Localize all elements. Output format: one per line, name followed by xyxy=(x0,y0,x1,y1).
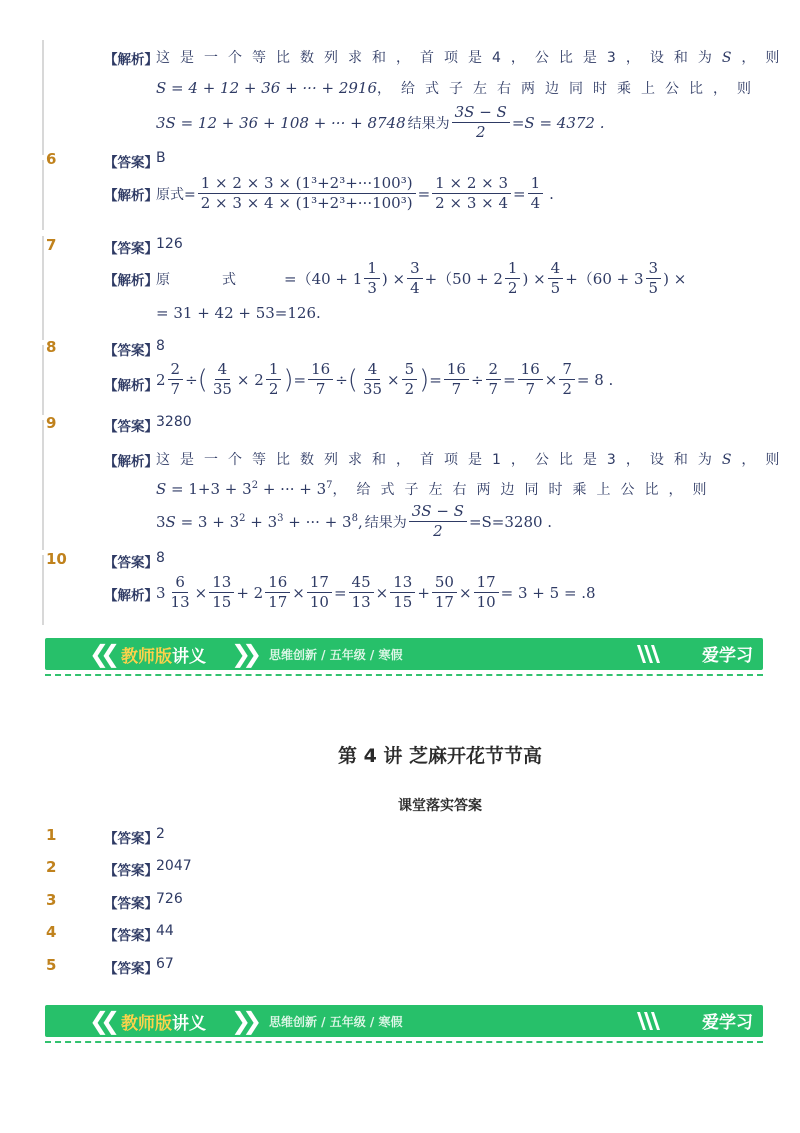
section-title: 课堂落实答案 xyxy=(398,798,482,814)
answer-value: 3280 xyxy=(156,414,192,430)
answer-label: 【答案】 xyxy=(104,831,158,847)
answer-label: 【答案】 xyxy=(104,155,158,171)
logo-mark-icon xyxy=(635,1010,665,1032)
brand-logo: 爱学习 xyxy=(702,646,753,666)
q7-formula-line1: 原 式 =（40 + 1 $\frac{1}{3}$ ) × $\frac{3}{4}$ +（50 + 2 $\frac{1}{2}$ ) × $\frac{4}{5}$ +（60 + 3 $\frac{3}{5}$ ) × xyxy=(156,259,687,298)
q5-line3: 3S = 12 + 36 + 108 + ··· + 8748 结果为 $\frac{3S - S}{2}$ =S = 4372 . xyxy=(156,103,605,142)
chevron-left-icon: ❮❮ xyxy=(89,1007,112,1035)
question-number: 10 xyxy=(46,550,67,568)
banner-title: 教师版讲义 xyxy=(121,647,206,667)
question-number: 3 xyxy=(46,891,57,909)
answer-value: 2 xyxy=(156,826,165,842)
chevron-left-icon: ❮❮ xyxy=(89,640,112,668)
q8-formula: 2 $\frac{2}{7}$ ÷ ( $\frac{4}{35}$ × 2 $\frac{1}{2}$ ) = $\frac{16}{7}$ ÷ ( $\frac{4}{35}$ × $\frac{5}{2}$ ) = $\frac{16}{7}$ ÷ $\frac{2}{7}$ = $\frac{16}{7}$ × $\frac{7}{2}$ = 8 . xyxy=(156,360,614,399)
analysis-label: 【解析】 xyxy=(104,378,158,394)
q10-formula: 3 $\frac{6}{13}$ × $\frac{13}{15}$ + 2 $\frac{16}{17}$ × $\frac{17}{10}$ = $\frac{45}{13}$ × $\frac{13}{15}$ + $\frac{50}{17}$ × $\frac{17}{10}$ = 3 + 5 = .8 xyxy=(156,573,596,612)
dashed-divider xyxy=(45,1041,763,1043)
left-rule xyxy=(42,345,44,415)
answer-label: 【答案】 xyxy=(104,555,158,571)
answer-value: 8 xyxy=(156,338,165,354)
left-rule xyxy=(42,160,44,230)
left-rule xyxy=(42,236,44,340)
answer-label: 【答案】 xyxy=(104,241,158,257)
question-number: 5 xyxy=(46,956,57,974)
answer-label: 【答案】 xyxy=(104,896,158,912)
q9-line1: 这是一个等比数列求和，首项是1，公比是3，设和为S，则 xyxy=(156,452,790,468)
answer-value: 67 xyxy=(156,956,174,972)
question-number: 4 xyxy=(46,923,57,941)
answer-value: 126 xyxy=(156,236,183,252)
q6-formula: 原式= $\frac{\text{1 × 2 × 3 × (1³+2³+···100³)}}{\text{2 × 3 × 4 × (1³+2³+···100³)}}$ = $\frac{1 \times 2 \times 3}{2 \times 3 \times 4}$ = $\frac{1}{4}$ . xyxy=(156,174,554,213)
answer-value: B xyxy=(156,150,166,166)
analysis-label: 【解析】 xyxy=(104,588,158,604)
chevron-right-icon: ❯❯ xyxy=(231,640,254,668)
question-number: 7 xyxy=(46,236,57,254)
analysis-label: 【解析】 xyxy=(104,273,158,289)
banner-subtitle: 思维创新 / 五年级 / 寒假 xyxy=(269,648,403,662)
question-number: 1 xyxy=(46,826,57,844)
left-rule xyxy=(42,40,44,155)
question-number: 9 xyxy=(46,414,57,432)
answer-label: 【答案】 xyxy=(104,961,158,977)
question-number: 6 xyxy=(46,150,57,168)
chevron-right-icon: ❯❯ xyxy=(231,1007,254,1035)
left-rule xyxy=(42,420,44,550)
left-rule xyxy=(42,555,44,625)
answer-value: 2047 xyxy=(156,858,192,874)
question-number: 8 xyxy=(46,338,57,356)
answer-label: 【答案】 xyxy=(104,419,158,435)
footer-banner xyxy=(45,638,763,670)
dashed-divider xyxy=(45,674,763,676)
banner-title: 教师版讲义 xyxy=(121,1014,206,1034)
answer-label: 【答案】 xyxy=(104,863,158,879)
answer-value: 44 xyxy=(156,923,174,939)
analysis-label: 【解析】 xyxy=(104,52,158,68)
answer-value: 726 xyxy=(156,891,183,907)
footer-banner xyxy=(45,1005,763,1037)
answer-label: 【答案】 xyxy=(104,928,158,944)
analysis-label: 【解析】 xyxy=(104,454,158,470)
q5-line1: 这是一个等比数列求和，首项是4，公比是3，设和为S，则 xyxy=(156,50,790,66)
chapter-title: 第 4 讲 芝麻开花节节高 xyxy=(337,745,543,767)
q9-line3: $3S = 3 + 3^2 + 3^3$ + ··· + $3^8$, 结果为 $\frac{3S - S}{2}$ =S=3280 . xyxy=(156,502,553,541)
answer-label: 【答案】 xyxy=(104,343,158,359)
logo-mark-icon xyxy=(635,643,665,665)
banner-subtitle: 思维创新 / 五年级 / 寒假 xyxy=(269,1015,403,1029)
analysis-label: 【解析】 xyxy=(104,188,158,204)
brand-logo: 爱学习 xyxy=(702,1013,753,1033)
q9-line2: $S = 1+3 + 3^2$ + ··· + $3^7$ ，给式子左右两边同时乘上公比，则 xyxy=(156,480,717,498)
question-number: 2 xyxy=(46,858,57,876)
answer-value: 8 xyxy=(156,550,165,566)
q7-formula-line2: = 31 + 42 + 53=126. xyxy=(156,304,321,322)
q5-line2: S = 4 + 12 + 36 + ··· + 2916 ，给式子左右两边同时乘上公比，则 xyxy=(156,79,761,97)
